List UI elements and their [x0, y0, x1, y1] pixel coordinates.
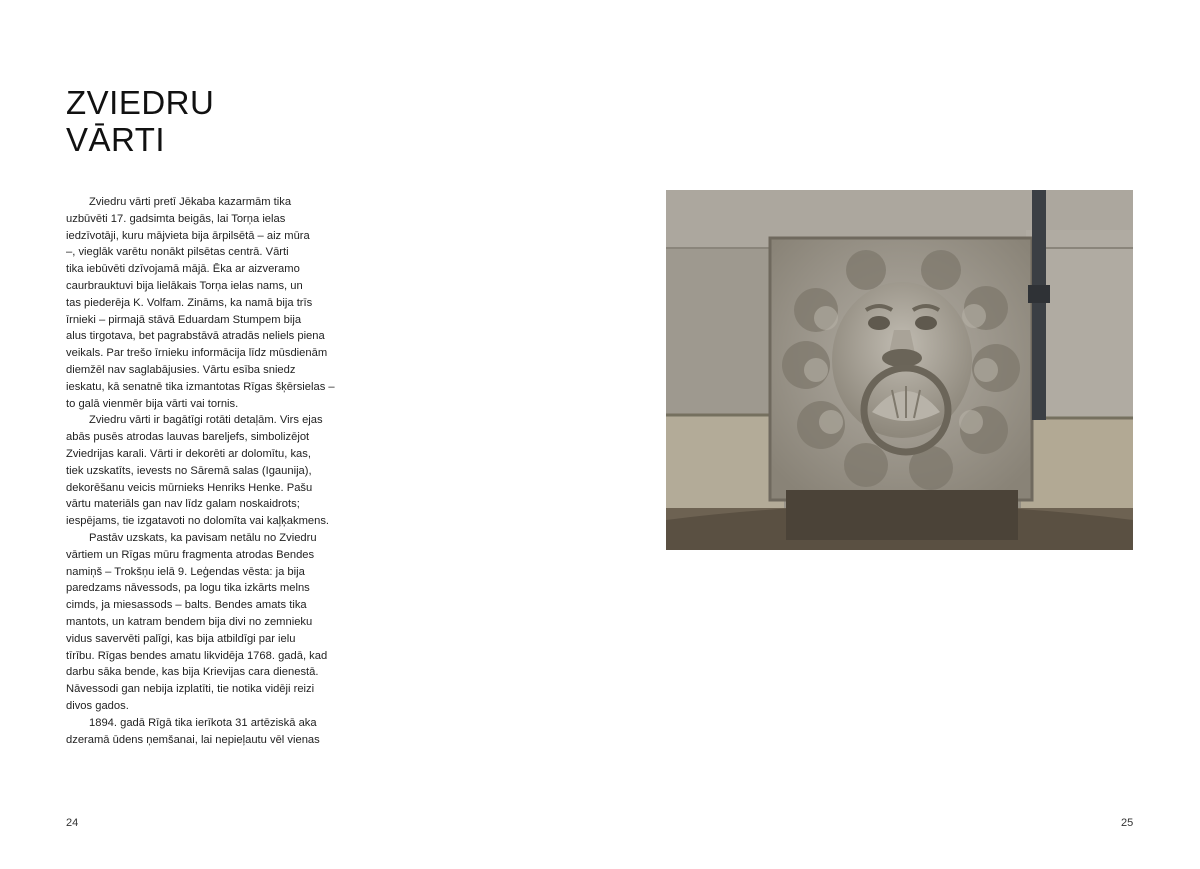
text-line: ieskatu, kā senatnē tika izmantotas Rīgas šķērsielas –: [66, 380, 335, 393]
text-line: dzeramā ūdens ņemšanai, lai nepieļautu vēl vienas: [66, 733, 320, 746]
text-line: Nāvessodi gan nebija izplatīti, tie notika vidēji reizi: [66, 683, 315, 696]
text-line: cimds, ja miesassods – balts. Bendes amats tika: [66, 599, 307, 612]
text-line: veikals. Par trešo īrnieku informācija līdz mūsdienām: [66, 347, 328, 360]
text-line: abās pusēs atrodas lauvas bareljefs, simbolizējot: [66, 431, 310, 444]
text-line: Pastāv uzskats, ka pavisam netālu no Zviedru: [89, 531, 317, 544]
text-line: uzbūvēti 17. gadsimta beigās, lai Torņa ielas: [66, 212, 286, 225]
text-line: divos gados.: [66, 699, 129, 712]
title-line-2: VĀRTI: [66, 121, 166, 158]
paragraph: [66, 715, 366, 749]
text-line: dekorēšanu veicis mūrnieks Henriks Henke. Pašu: [66, 481, 313, 494]
text-line: iedzīvotāji, kuru mājvieta bija ārpilsētā – aiz mūra: [66, 229, 310, 242]
paragraph: [66, 194, 366, 412]
text-line: to galā vienmēr bija vārti vai tornis.: [66, 397, 239, 410]
text-line: vidus savervēti palīgi, kas bija atbildīgi par ielu: [66, 632, 296, 645]
text-line: tika iebūvēti dzīvojamā mājā. Ēka ar aizveramo: [66, 263, 300, 276]
text-line: tas piederēja K. Volfam. Zināms, ka namā bija trīs: [66, 296, 313, 309]
text-line: alus tirgotava, bet pagrabstāvā atradās neliels piena: [66, 330, 325, 343]
title-line-1: ZVIEDRU: [66, 84, 215, 121]
text-line: tiek uzskatīts, ievests no Sāremā salas (Igaunija),: [66, 464, 312, 477]
text-line: Zviedru vārti pretī Jēkaba kazarmām tika: [89, 196, 292, 208]
text-line: 1894. gadā Rīgā tika ierīkota 31 artēziskā aka: [89, 716, 317, 729]
paragraph: [66, 530, 366, 715]
text-line: paredzams nāvessods, pa logu tika izkārts melns: [66, 582, 310, 595]
text-line: īrnieki – pirmajā stāvā Eduardam Stumpem bija: [66, 313, 302, 326]
text-line: Zviedrijas karali. Vārti ir dekorēti ar dolomītu, kas,: [66, 447, 311, 460]
page-number-right: 25: [1121, 817, 1134, 829]
page-title: [66, 84, 214, 158]
photo-lion-mask-keystone: [666, 190, 1133, 550]
text-line: mantots, un katram bendem bija divi no zemnieku: [66, 615, 313, 628]
text-line: –, vieglāk varētu nonākt pilsētas centrā. Vārti: [66, 246, 289, 259]
body-text: [66, 194, 366, 748]
text-line: iespējams, tie izgatavoti no dolomīta vai kaļķakmens.: [66, 515, 330, 528]
text-line: tīrību. Rīgas bendes amatu likvidēja 1768. gadā, kad: [66, 649, 328, 662]
text-line: vārtu materiāls gan nav līdz galam noskaidrots;: [66, 498, 300, 511]
text-line: vārtiem un Rīgas mūru fragmenta atrodas Bendes: [66, 548, 315, 561]
paragraph: [66, 412, 366, 530]
text-line: diemžēl nav saglabājusies. Vārtu esība sniedz: [66, 363, 296, 376]
text-line: darbu sāka bende, kas bija Krievijas cara dienestā.: [66, 666, 319, 679]
page-number-left: 24: [66, 817, 79, 829]
text-line: caurbrauktuvi bija lielākais Torņa ielas nams, un: [66, 279, 303, 292]
text-line: Zviedru vārti ir bagātīgi rotāti detaļām. Virs ejas: [89, 414, 323, 427]
text-line: namiņš – Trokšņu ielā 9. Leģendas vēsta: ja bija: [66, 565, 305, 578]
